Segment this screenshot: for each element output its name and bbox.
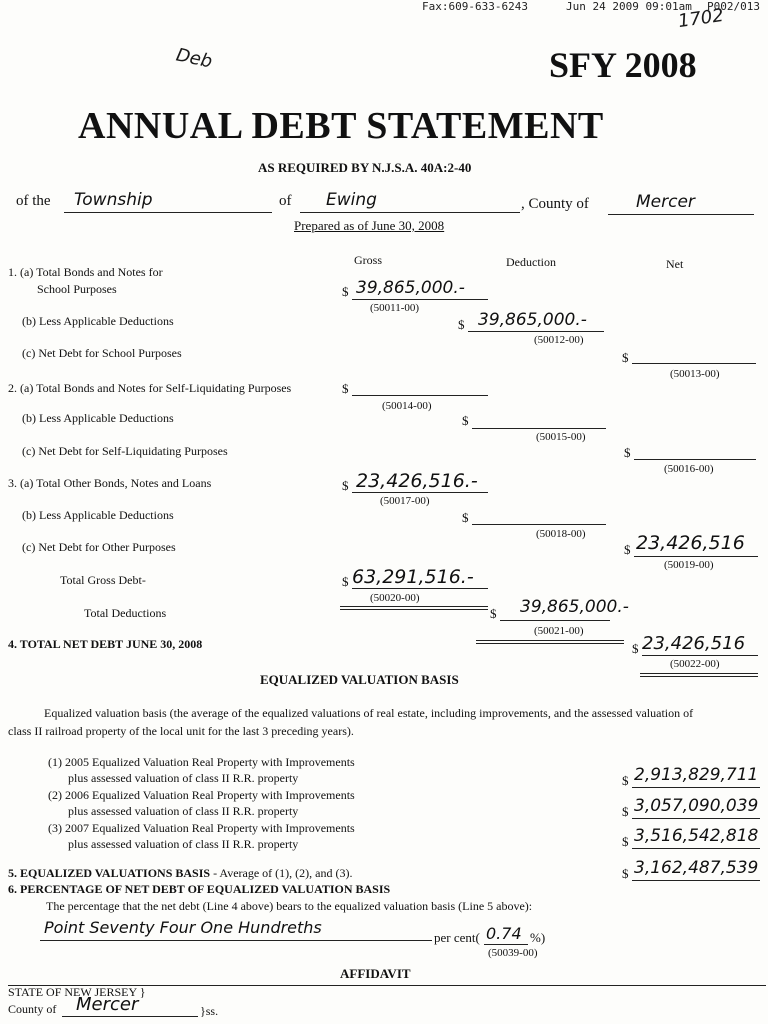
of-label: of <box>279 193 292 209</box>
statute-subtitle: AS REQUIRED BY N.J.S.A. 40A:2-40 <box>258 160 472 175</box>
total-gross-debt-code: (50020-00) <box>370 592 420 604</box>
affidavit-county-value: Mercer <box>76 994 139 1015</box>
line-1a-label-2: School Purposes <box>37 282 117 296</box>
valuation-2007-line-1: (3) 2007 Equalized Valuation Real Property with Improvements <box>48 821 355 835</box>
dollar-sign: $ <box>632 641 639 656</box>
line-2b-label: (b) Less Applicable Deductions <box>22 411 174 425</box>
valuation-2007-line-2: plus assessed valuation of class II R.R. property <box>68 837 299 851</box>
line-3b-code: (50018-00) <box>536 528 586 540</box>
total-deductions-value: 39,865,000.- <box>520 597 629 617</box>
equalized-basis-value: 3,162,487,539 <box>634 858 759 878</box>
valuation-2007-value: 3,516,542,818 <box>634 826 759 846</box>
total-gross-debt-value: 63,291,516.- <box>352 566 474 588</box>
line-2b-code: (50015-00) <box>536 431 586 443</box>
valuation-2006-line-1: (2) 2006 Equalized Valuation Real Property with Improvements <box>48 788 355 802</box>
handwritten-initials: Deb <box>174 44 215 73</box>
valuation-2006-line-2: plus assessed valuation of class II R.R. property <box>68 804 299 818</box>
valuation-2005-line-2: plus assessed valuation of class II R.R. property <box>68 771 299 785</box>
line-1b-deduction-value: 39,865,000.- <box>478 310 587 330</box>
dollar-sign: $ <box>622 866 629 881</box>
dollar-sign: $ <box>462 413 469 428</box>
dollar-sign: $ <box>462 510 469 525</box>
line-6-heading: 6. PERCENTAGE OF NET DEBT OF EQUALIZED VALUATION BASIS <box>8 882 391 896</box>
total-gross-debt-label: Total Gross Debt- <box>60 573 146 587</box>
equalized-paragraph-line-1: Equalized valuation basis (the average of the equalized valuations of real estate, including improvements, and the assessed valuation of <box>44 706 694 720</box>
fax-page: P002/013 <box>707 0 760 13</box>
municipality-name: Ewing <box>326 190 377 210</box>
line-4-label: 4. TOTAL NET DEBT JUNE 30, 2008 <box>8 637 203 651</box>
municipality-type: Township <box>74 190 153 210</box>
line-1b-label: (b) Less Applicable Deductions <box>22 314 174 328</box>
valuation-2005-value: 2,913,829,711 <box>634 765 759 785</box>
percent-label: per cent( <box>434 930 480 945</box>
dollar-sign: $ <box>490 606 497 621</box>
affidavit-state: STATE OF NEW JERSEY } <box>8 985 146 999</box>
county-label: , County of <box>521 196 589 212</box>
document-title: ANNUAL DEBT STATEMENT <box>78 105 604 147</box>
line-3b-label: (b) Less Applicable Deductions <box>22 508 174 522</box>
line-3a-label: 3. (a) Total Other Bonds, Notes and Loans <box>8 476 212 490</box>
dollar-sign: $ <box>622 834 629 849</box>
line-5-heading: 5. EQUALIZED VALUATIONS BASIS <box>8 866 211 880</box>
line-5-label <box>8 866 352 881</box>
of-the-label: of the <box>16 193 51 209</box>
affidavit-ss: }ss. <box>200 1004 219 1018</box>
line-1b-code: (50012-00) <box>534 334 584 346</box>
column-net: Net <box>666 257 684 271</box>
dollar-sign: $ <box>622 773 629 788</box>
line-3c-label: (c) Net Debt for Other Purposes <box>22 540 176 554</box>
county-name: Mercer <box>636 192 695 212</box>
percentage-code: (50039-00) <box>488 947 538 959</box>
dollar-sign: $ <box>458 317 465 332</box>
prepared-date: Prepared as of June 30, 2008 <box>294 218 445 233</box>
line-2c-code: (50016-00) <box>664 463 714 475</box>
total-deductions-code: (50021-00) <box>534 625 584 637</box>
line-3c-net-value: 23,426,516 <box>636 532 745 554</box>
line-2a-label: 2. (a) Total Bonds and Notes for Self-Liquidating Purposes <box>8 381 292 395</box>
equalized-valuation-heading: EQUALIZED VALUATION BASIS <box>260 672 459 687</box>
fax-number: Fax:609-633-6243 <box>422 0 528 13</box>
line-6-description: The percentage that the net debt (Line 4 above) bears to the equalized valuation basis (Line 5 above): <box>46 899 533 913</box>
total-net-debt-value: 23,426,516 <box>642 633 746 654</box>
total-deductions-label: Total Deductions <box>84 606 167 620</box>
percent-close: %) <box>530 930 546 945</box>
line-1c-code: (50013-00) <box>670 368 720 380</box>
column-gross: Gross <box>354 253 383 267</box>
line-1a-label: 1. (a) Total Bonds and Notes for <box>8 265 163 279</box>
fax-date: Jun 24 2009 09:01am <box>566 0 692 13</box>
valuation-2006-value: 3,057,090,039 <box>634 796 759 816</box>
dollar-sign: $ <box>624 445 631 460</box>
line-1a-code: (50011-00) <box>370 302 420 314</box>
total-net-debt-code: (50022-00) <box>670 658 720 670</box>
percentage-in-words: Point Seventy Four One Hundreths <box>44 918 322 937</box>
line-3a-code: (50017-00) <box>380 495 430 507</box>
percentage-value: 0.74 <box>486 924 522 943</box>
line-1c-label: (c) Net Debt for School Purposes <box>22 346 182 360</box>
line-1a-gross-value: 39,865,000.- <box>356 278 465 298</box>
column-deduction: Deduction <box>506 255 556 269</box>
line-2c-label: (c) Net Debt for Self-Liquidating Purposes <box>22 444 228 458</box>
valuation-2005-line-1: (1) 2005 Equalized Valuation Real Property with Improvements <box>48 755 355 769</box>
dollar-sign: $ <box>624 542 631 557</box>
dollar-sign: $ <box>622 804 629 819</box>
dollar-sign: $ <box>342 478 349 493</box>
equalized-paragraph-line-2: class II railroad property of the local unit for the last 3 preceding years). <box>8 724 354 738</box>
affidavit-county-label: County of <box>8 1002 57 1016</box>
line-2a-code: (50014-00) <box>382 400 432 412</box>
line-3c-code: (50019-00) <box>664 559 714 571</box>
affidavit-heading: AFFIDAVIT <box>340 966 411 981</box>
dollar-sign: $ <box>342 381 349 396</box>
handwritten-page-mark: 1702 <box>676 4 726 33</box>
dollar-sign: $ <box>342 284 349 299</box>
line-5-description: - Average of (1), (2), and (3). <box>210 866 353 880</box>
fiscal-year-title: SFY 2008 <box>549 45 697 85</box>
line-3a-gross-value: 23,426,516.- <box>356 470 478 492</box>
dollar-sign: $ <box>622 350 629 365</box>
dollar-sign: $ <box>342 574 349 589</box>
